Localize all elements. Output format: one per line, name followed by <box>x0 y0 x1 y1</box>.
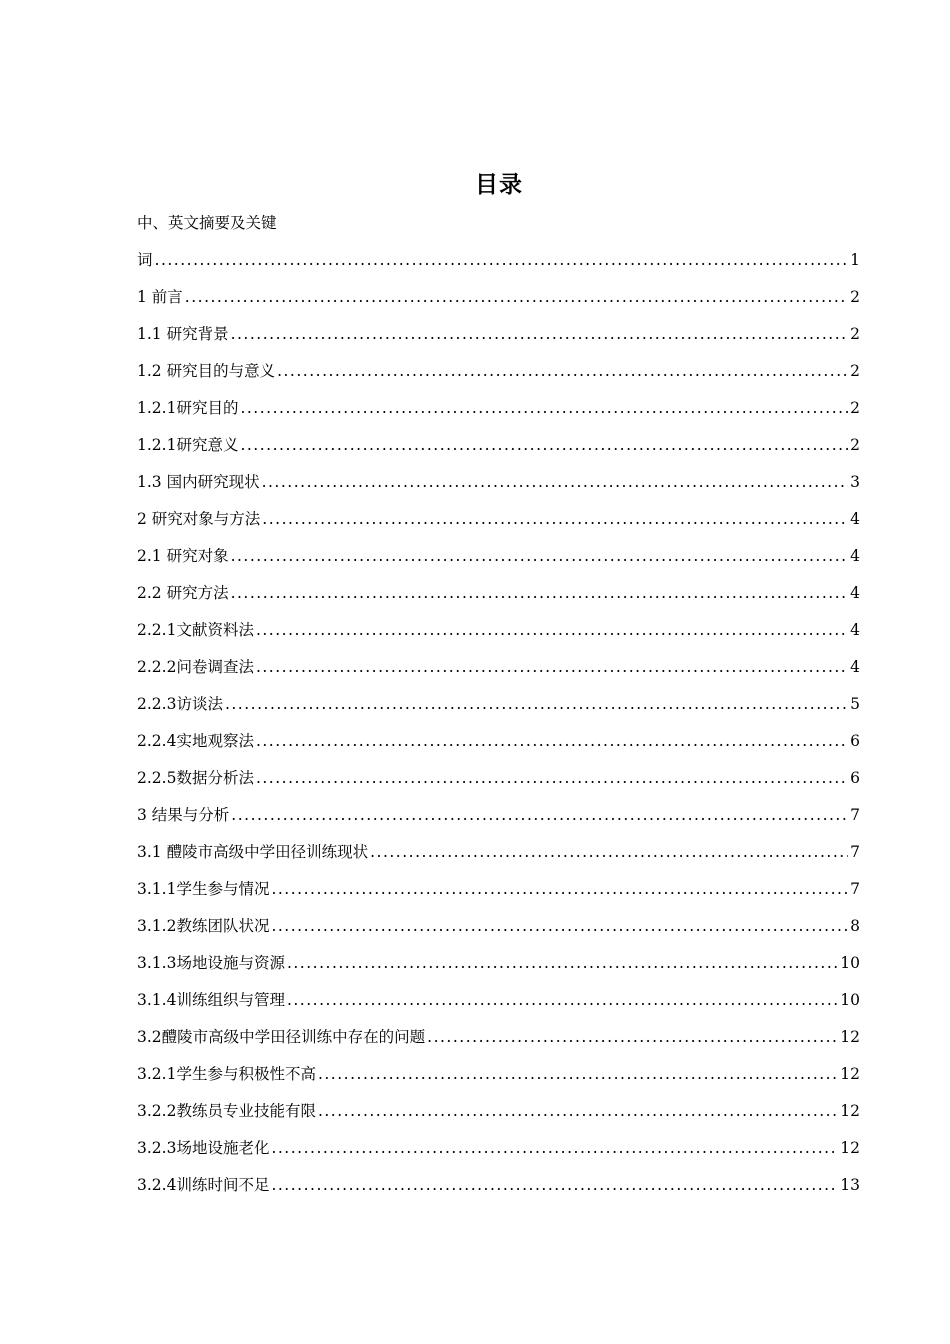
toc-entry <box>137 871 860 908</box>
toc-leader-dots <box>271 871 848 908</box>
toc-entry-page: 4 <box>850 547 860 565</box>
toc-entry-label: 3.2醴陵市高级中学田径训练中存在的问题 <box>137 1028 426 1046</box>
toc-entry-label: 2.2 研究方法 <box>137 584 229 602</box>
toc-entry-label: 1.2.1研究目的 <box>137 399 239 417</box>
toc-leader-dots <box>271 908 848 945</box>
toc-entry-label: 1.3 国内研究现状 <box>137 473 260 491</box>
toc-leader-dots <box>271 1167 838 1204</box>
toc-entry <box>137 834 860 871</box>
toc-entry-page: 1 <box>850 251 860 269</box>
toc-entry <box>137 723 860 760</box>
toc-entry-page: 7 <box>850 843 860 861</box>
toc-entry-label: 3.1.4训练组织与管理 <box>137 991 285 1009</box>
toc-leader-dots <box>155 242 849 279</box>
toc-leader-dots <box>262 501 848 538</box>
toc-entry <box>137 1093 860 1130</box>
toc-leader-dots <box>240 427 848 464</box>
toc-entry <box>137 279 860 316</box>
toc-entry-label: 3.2.4训练时间不足 <box>137 1176 270 1194</box>
toc-entry-page: 12 <box>840 1102 860 1120</box>
toc-entry-page: 4 <box>850 658 860 676</box>
toc-entry-page: 2 <box>850 399 860 417</box>
toc-entry-label: 3.1.2教练团队状况 <box>137 917 270 935</box>
toc-entry-page: 12 <box>840 1065 860 1083</box>
toc-entry-label: 3.2.1学生参与积极性不高 <box>137 1065 316 1083</box>
toc-leader-dots <box>256 612 848 649</box>
toc-entry <box>137 1056 860 1093</box>
toc-entry <box>137 427 860 464</box>
toc-list <box>137 205 860 1204</box>
toc-leader-dots <box>231 797 848 834</box>
toc-leader-dots <box>231 575 849 612</box>
toc-entry-page: 12 <box>840 1139 860 1157</box>
toc-entry-label: 2.2.1文献资料法 <box>137 621 254 639</box>
toc-entry-page: 10 <box>840 991 860 1009</box>
toc-leader-dots <box>427 1019 838 1056</box>
toc-entry <box>137 908 860 945</box>
toc-entry <box>137 316 860 353</box>
toc-entry-label: 中、英文摘要及关键 <box>137 214 277 232</box>
toc-title: 目录 <box>475 172 523 198</box>
toc-entry <box>137 464 860 501</box>
toc-entry <box>137 649 860 686</box>
toc-leader-dots <box>271 1130 838 1167</box>
toc-entry-label: 1.2 研究目的与意义 <box>137 362 276 380</box>
toc-entry-label: 3.1.1学生参与情况 <box>137 880 270 898</box>
toc-entry-page: 12 <box>840 1028 860 1046</box>
toc-entry <box>137 575 860 612</box>
toc-leader-dots <box>256 760 848 797</box>
toc-leader-dots <box>287 982 838 1019</box>
toc-entry <box>137 205 860 242</box>
toc-entry-label: 3 结果与分析 <box>137 806 230 824</box>
toc-entry-label: 3.1 醴陵市高级中学田径训练现状 <box>137 843 369 861</box>
toc-entry <box>137 353 860 390</box>
toc-entry <box>137 945 860 982</box>
toc-leader-dots <box>318 1056 838 1093</box>
toc-entry-page: 4 <box>850 510 860 528</box>
toc-entry-page: 13 <box>840 1176 860 1194</box>
toc-entry-label: 3.2.3场地设施老化 <box>137 1139 270 1157</box>
toc-entry-page: 7 <box>850 806 860 824</box>
toc-entry-page: 8 <box>850 917 860 935</box>
toc-leader-dots <box>225 686 848 723</box>
toc-entry-label: 2.1 研究对象 <box>137 547 229 565</box>
toc-entry <box>137 1167 860 1204</box>
toc-leader-dots <box>256 723 848 760</box>
toc-entry <box>137 797 860 834</box>
toc-entry <box>137 760 860 797</box>
toc-entry <box>137 612 860 649</box>
toc-entry <box>137 982 860 1019</box>
toc-entry-page: 10 <box>840 954 860 972</box>
toc-entry <box>137 501 860 538</box>
toc-leader-dots <box>231 316 849 353</box>
toc-leader-dots <box>185 279 848 316</box>
toc-entry <box>137 538 860 575</box>
toc-entry-label: 2.2.2问卷调查法 <box>137 658 254 676</box>
toc-entry-label: 词 <box>137 251 153 269</box>
toc-entry-label: 2.2.4实地观察法 <box>137 732 254 750</box>
toc-entry-label: 1.1 研究背景 <box>137 325 229 343</box>
toc-entry-label: 3.2.2教练员专业技能有限 <box>137 1102 316 1120</box>
toc-leader-dots <box>240 390 848 427</box>
toc-entry-label: 2.2.5数据分析法 <box>137 769 254 787</box>
toc-entry-page: 6 <box>850 769 860 787</box>
toc-entry-page: 4 <box>850 621 860 639</box>
toc-entry-page: 2 <box>850 288 860 306</box>
toc-entry-page: 6 <box>850 732 860 750</box>
toc-leader-dots <box>287 945 838 982</box>
toc-entry-label: 1 前言 <box>137 288 183 306</box>
toc-entry-page: 5 <box>850 695 860 713</box>
toc-leader-dots <box>256 649 848 686</box>
toc-leader-dots <box>262 464 849 501</box>
toc-entry <box>137 1019 860 1056</box>
toc-entry-page: 3 <box>850 473 860 491</box>
toc-entry-page: 2 <box>850 362 860 380</box>
toc-leader-dots <box>318 1093 838 1130</box>
toc-entry-page: 2 <box>850 436 860 454</box>
toc-entry-page: 7 <box>850 880 860 898</box>
toc-entry-label: 3.1.3场地设施与资源 <box>137 954 285 972</box>
toc-entry <box>137 390 860 427</box>
toc-entry <box>137 242 860 279</box>
toc-entry-label: 1.2.1研究意义 <box>137 436 239 454</box>
toc-entry-page: 2 <box>850 325 860 343</box>
toc-leader-dots <box>277 353 848 390</box>
toc-entry <box>137 1130 860 1167</box>
toc-entry-page: 4 <box>850 584 860 602</box>
toc-entry-label: 2 研究对象与方法 <box>137 510 261 528</box>
toc-entry <box>137 686 860 723</box>
toc-leader-dots <box>370 834 848 871</box>
toc-leader-dots <box>231 538 849 575</box>
toc-entry-label: 2.2.3访谈法 <box>137 695 223 713</box>
